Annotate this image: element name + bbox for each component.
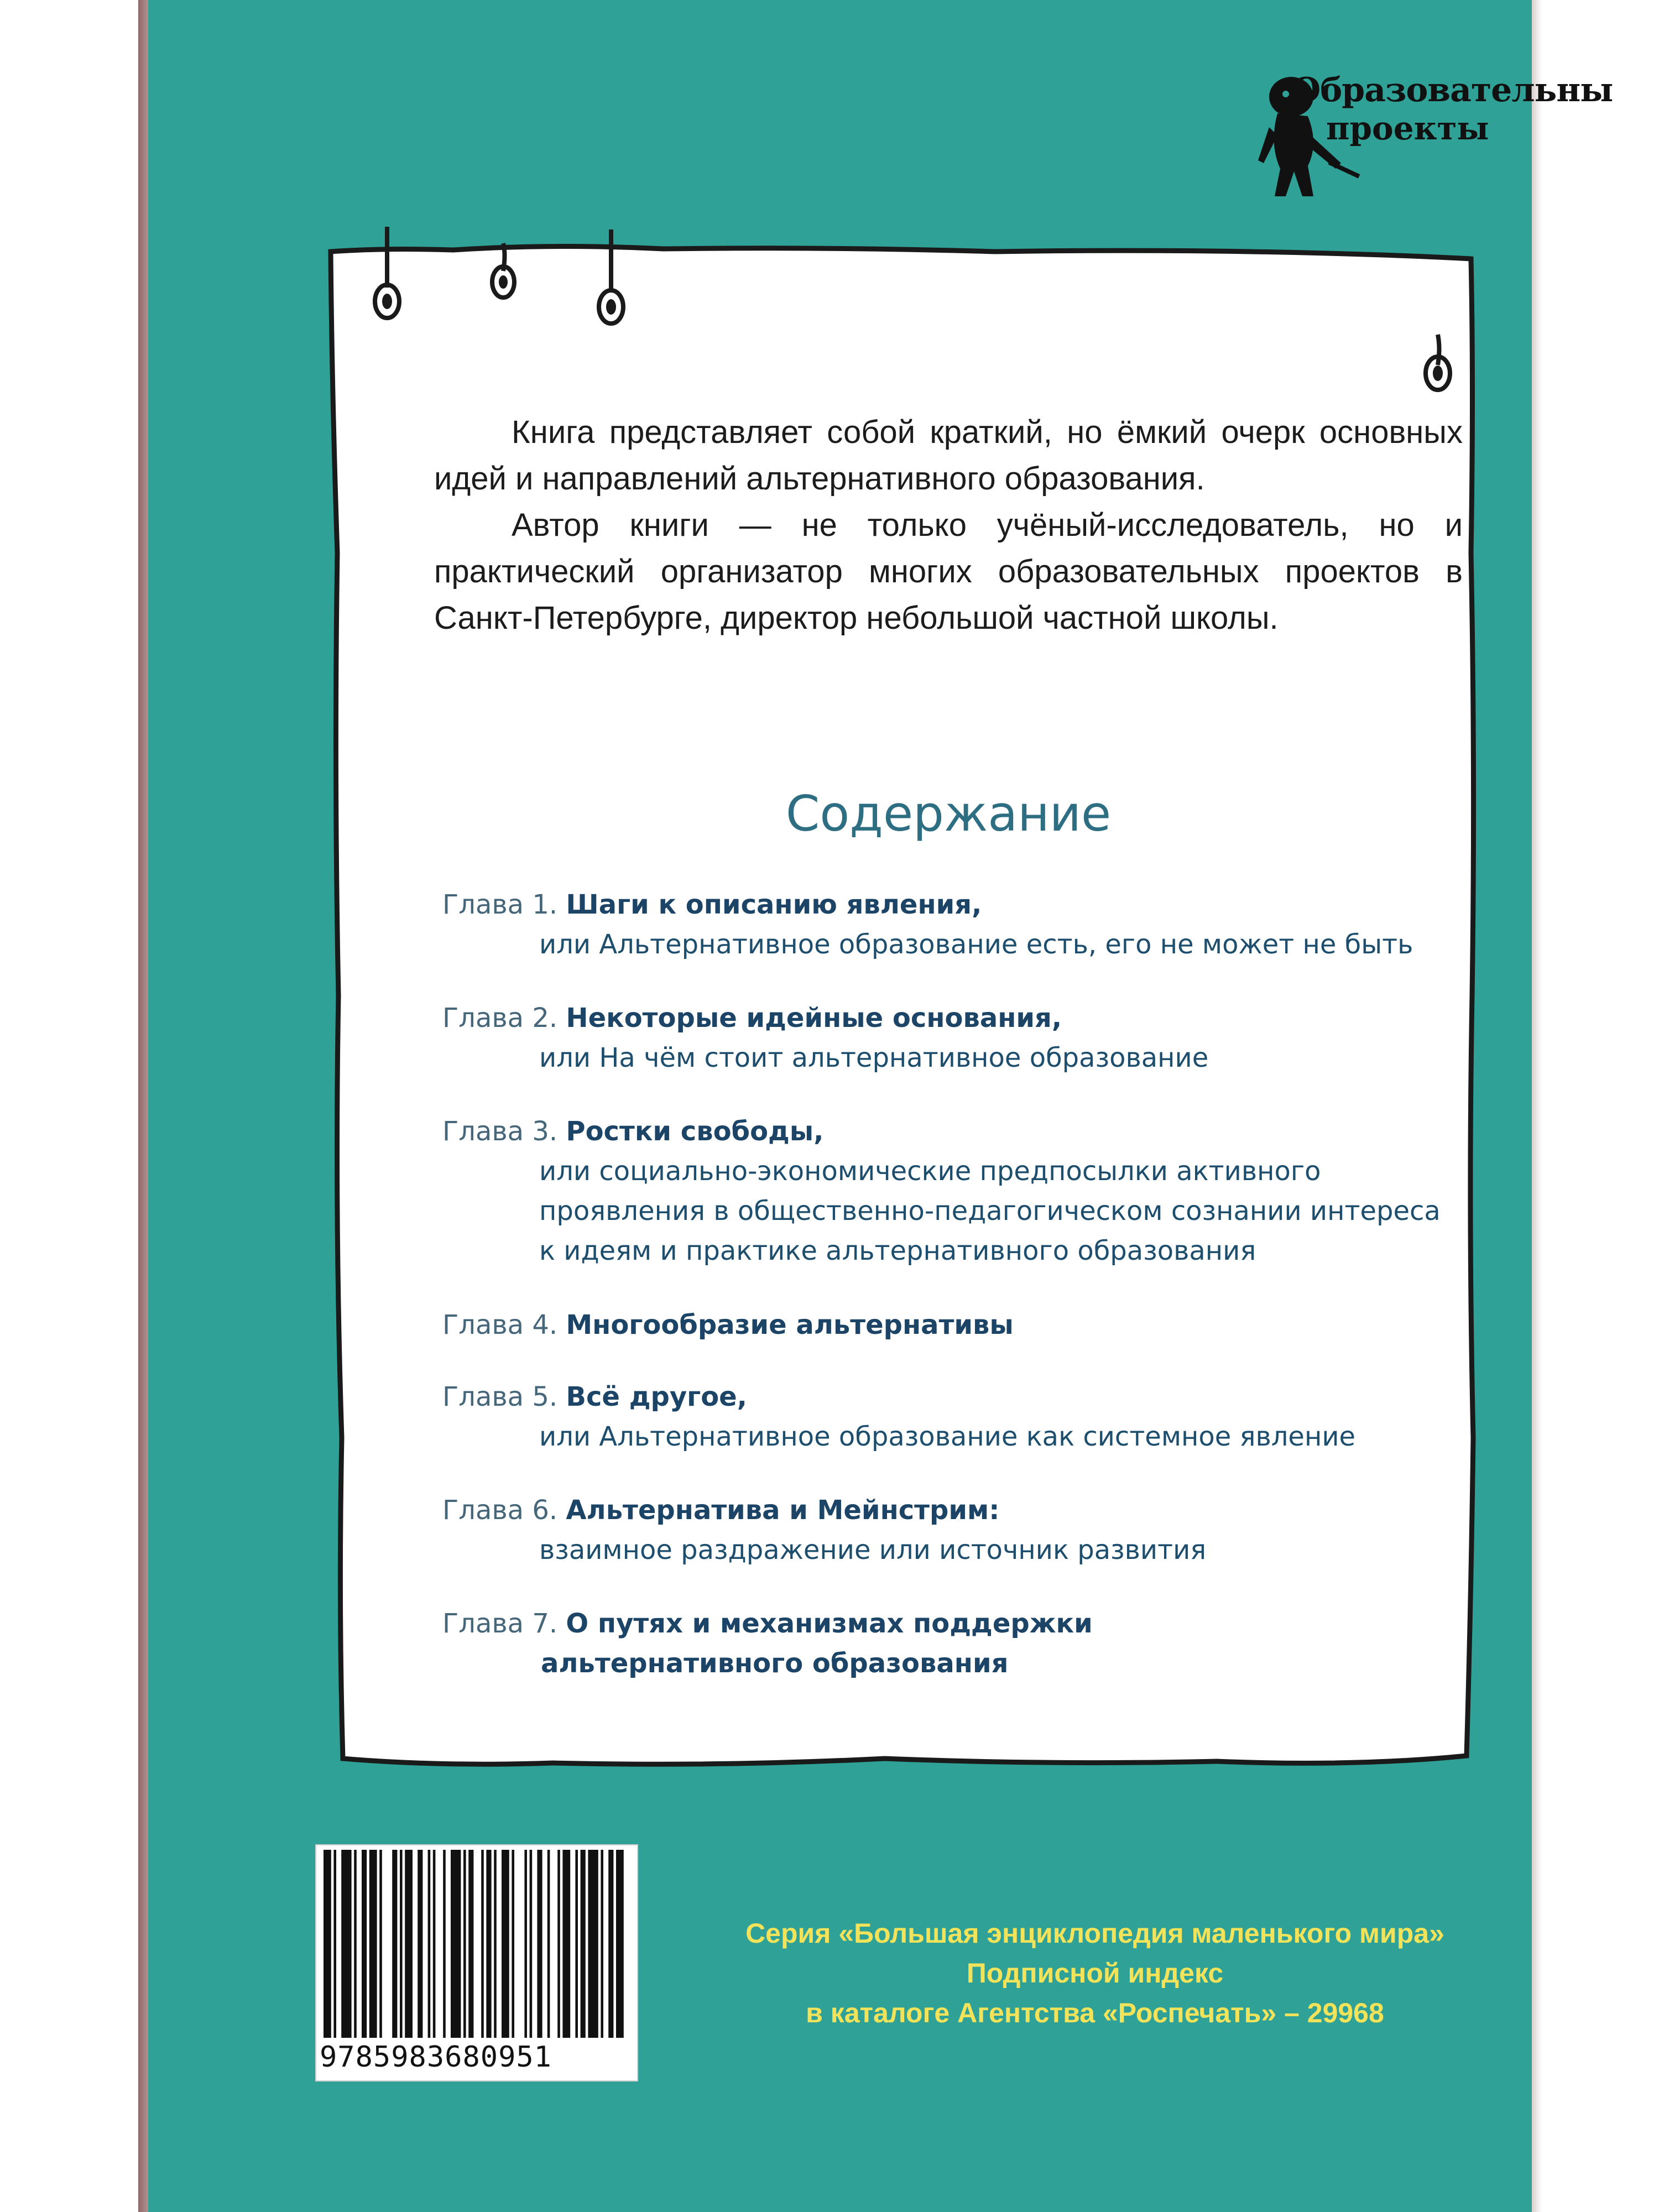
barcode-bar xyxy=(575,1850,578,2038)
chapter-subtitle: или социально-экономические предпосылки активного xyxy=(539,1156,1321,1187)
barcode-bar xyxy=(547,1850,550,2038)
series-info xyxy=(697,1913,1493,2033)
barcode-bar xyxy=(588,1850,598,2038)
barcode-bar xyxy=(557,1850,560,2038)
publisher-logo-line2: проекты xyxy=(1326,109,1489,147)
chapter-label: Глава 3. xyxy=(442,1116,558,1147)
barcode-bar xyxy=(468,1850,473,2038)
barcode-bar xyxy=(601,1850,603,2038)
publisher-logo-line1: Образовательны xyxy=(1292,71,1613,109)
barcode-bar xyxy=(333,1850,336,2038)
barcode-bar xyxy=(428,1850,431,2038)
barcode-bar xyxy=(524,1850,527,2038)
chapter-subtitle: проявления в общественно-педагогическом сознании интереса xyxy=(539,1196,1441,1227)
barcode-bar xyxy=(354,1850,357,2038)
chapter-label: Глава 2. xyxy=(442,1003,558,1034)
toc-chapter-2 xyxy=(442,998,1493,1078)
barcode-bar xyxy=(400,1850,403,2038)
description-paragraph-2: Автор книги — не только учёный-исследователь, но и практический организатор многих образовательных проектов в Санкт-Петербурге, директор небольшой частной школы. xyxy=(434,507,1463,636)
chapter-label: Глава 6. xyxy=(442,1495,558,1526)
barcode-bar xyxy=(324,1850,331,2038)
chapter-title-continued: альтернативного образования xyxy=(541,1648,1009,1679)
barcode-bar xyxy=(537,1850,542,2038)
series-title: Серия «Большая энциклопедия маленького мира» xyxy=(745,1918,1444,1949)
barcode-bar xyxy=(608,1850,613,2038)
barcode-bar xyxy=(486,1850,491,2038)
chapter-subtitle: или На чём стоит альтернативное образование xyxy=(539,1042,1209,1073)
toc-chapter-4 xyxy=(442,1305,1493,1345)
chapter-label: Глава 4. xyxy=(442,1310,558,1340)
barcode-bar xyxy=(463,1850,466,2038)
subscription-index-value: в каталоге Агентства «Роспечать» – 29968 xyxy=(806,1997,1384,2028)
subscription-index-label: Подписной индекс xyxy=(966,1958,1224,1989)
chapter-label: Глава 1. xyxy=(442,889,558,920)
chapter-subtitle: взаимное раздражение или источник развития xyxy=(539,1535,1207,1566)
barcode-bar xyxy=(562,1850,570,2038)
barcode-bar xyxy=(451,1850,461,2038)
chapter-label: Глава 7. xyxy=(442,1608,558,1639)
chapter-subtitle: или Альтернативное образование как системное явление xyxy=(539,1421,1356,1452)
toc-heading: Содержание xyxy=(785,785,1112,842)
barcode-bar xyxy=(379,1850,382,2038)
chapter-title: Многообразие альтернативы xyxy=(566,1310,1014,1340)
barcode-bar xyxy=(433,1850,436,2038)
barcode-bar xyxy=(443,1850,446,2038)
barcode-bar xyxy=(405,1850,413,2038)
chapter-subtitle: или Альтернативное образование есть, его не может не быть xyxy=(539,929,1413,960)
toc-chapter-5 xyxy=(442,1377,1493,1457)
chapter-label: Глава 5. xyxy=(442,1381,558,1412)
chapter-title: Ростки свободы, xyxy=(566,1116,824,1147)
chapter-title: Всё другое, xyxy=(566,1381,747,1412)
barcode-bar xyxy=(369,1850,377,2038)
barcode-bar xyxy=(392,1850,397,2038)
barcode-bar xyxy=(481,1850,484,2038)
chapter-subtitle: к идеям и практике альтернативного образования xyxy=(539,1235,1256,1266)
barcode-bar xyxy=(530,1850,533,2038)
barcode-bar xyxy=(581,1850,586,2038)
description-paragraph-1: Книга представляет собой краткий, но ёмкий очерк основных идей и направлений альтернативного образования. xyxy=(434,414,1463,497)
book-description xyxy=(434,409,1463,641)
barcode-bar xyxy=(616,1850,624,2038)
barcode-bar xyxy=(362,1850,367,2038)
toc-chapter-6 xyxy=(442,1490,1493,1570)
toc-chapter-1 xyxy=(442,885,1493,964)
barcode-bar xyxy=(494,1850,497,2038)
chapter-title: О путях и механизмах поддержки xyxy=(566,1608,1093,1639)
barcode-bar xyxy=(512,1850,514,2038)
isbn-digits: 9785983680951 xyxy=(320,2041,552,2074)
barcode-bar xyxy=(341,1850,351,2038)
isbn-barcode xyxy=(318,1850,630,2041)
chapter-title: Альтернатива и Мейнстрим: xyxy=(566,1495,1000,1526)
chapter-title: Шаги к описанию явления, xyxy=(566,889,982,920)
barcode-bar xyxy=(418,1850,422,2038)
barcode-bar xyxy=(502,1850,509,2038)
toc-chapter-3 xyxy=(442,1112,1493,1271)
toc-chapter-7 xyxy=(442,1604,1493,1683)
chapter-title: Некоторые идейные основания, xyxy=(566,1003,1062,1034)
